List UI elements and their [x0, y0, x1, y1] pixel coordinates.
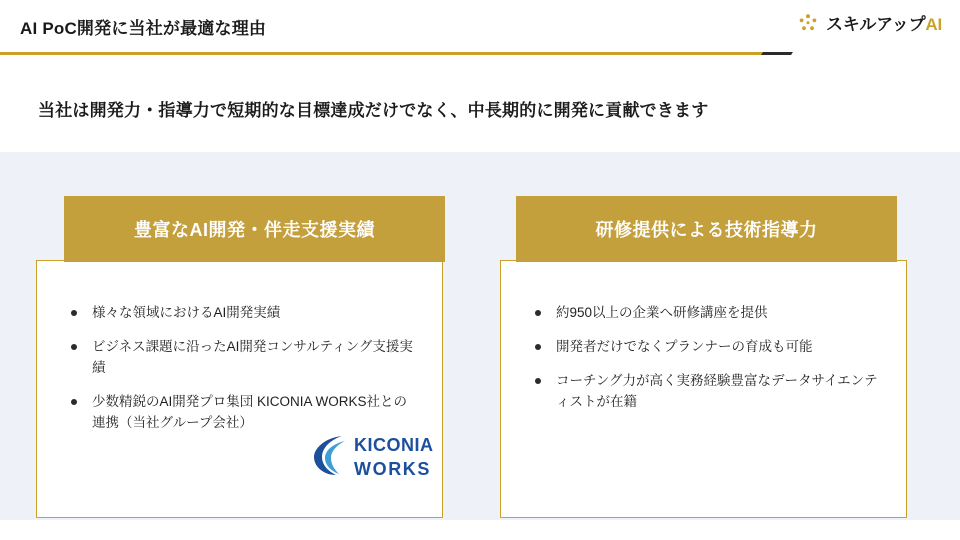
kiconia-wave-icon: [312, 433, 352, 477]
header-divider: [0, 51, 960, 56]
kiconia-wordmark: [354, 433, 434, 482]
list-item: 少数精鋭のAI開発プロ集団 KICONIA WORKS社との連携（当社グループ会社）: [65, 392, 415, 434]
list-item: コーチング力が高く実務経験豊富なデータサイエンティストが在籍: [529, 371, 879, 413]
divider-gold-segment: [0, 52, 790, 55]
sparkle-icon: [797, 12, 819, 34]
kiconia-line1: KICONIA: [354, 435, 434, 455]
brand-name-accent: AI: [925, 15, 942, 34]
list-item: 開発者だけでなくプランナーの育成も可能: [529, 337, 879, 358]
list-item: 約950以上の企業へ研修講座を提供: [529, 303, 879, 324]
card-right-heading-text: 研修提供による技術指導力: [595, 220, 818, 240]
card-right-bullet-list: [529, 303, 879, 426]
brand-logo: [797, 10, 942, 35]
card-left: [36, 260, 443, 518]
card-left-heading: [64, 196, 445, 262]
slide-header: [0, 0, 960, 52]
divider-dark-accent: [761, 52, 793, 55]
kiconia-works-logo: [312, 429, 452, 483]
card-left-heading-text: 豊富なAI開発・伴走支援実績: [134, 220, 375, 240]
card-left-bullet-list: [65, 303, 415, 447]
list-item: 様々な領域におけるAI開発実績: [65, 303, 415, 324]
kiconia-line2: WORKS: [354, 459, 431, 480]
page-title: AI PoC開発に当社が最適な理由: [20, 19, 267, 38]
card-right-heading: [516, 196, 897, 262]
brand-name: スキルアップ: [825, 15, 926, 34]
brand-logo-text: [826, 10, 942, 35]
card-right: [500, 260, 907, 518]
list-item: ビジネス課題に沿ったAI開発コンサルティング支援実績: [65, 337, 415, 379]
lead-statement: 当社は開発力・指導力で短期的な目標達成だけでなく、中長期的に開発に貢献できます: [38, 101, 709, 120]
